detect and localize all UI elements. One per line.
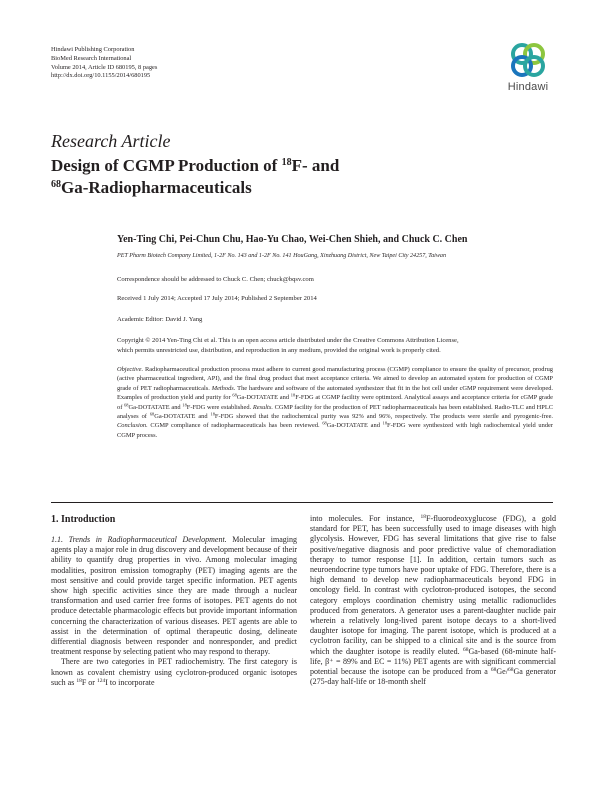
copyright-line: which permits unrestricted use, distribution, and reproduction in any medium, provided the original work is properly cited. <box>117 347 441 354</box>
abstract-label-methods: Methods. <box>211 384 236 392</box>
abstract-label-results: Results. <box>252 403 273 411</box>
abstract-text: F-FDG showed that the radiochemical purity was 92% and 96%, respectively. The products were sterile and pyrogenic-free. <box>214 413 553 421</box>
isotope-sup: 18 <box>382 420 388 426</box>
isotope-sup: 68 <box>232 392 237 398</box>
body-paragraph <box>51 535 297 657</box>
copyright-notice <box>117 336 553 356</box>
paragraph-text: Ga-based (68-minute half-life, β⁺ = 89% and EC = 11%) PET agents are with significant commercial potential because the isotope can be produced from a <box>310 646 557 677</box>
isotope-sup: 68 <box>490 667 497 674</box>
copyright-line: Copyright © 2014 Yen-Ting Chi et al. This is an open access article distributed under the Creative Commons Attribution License, <box>117 337 459 344</box>
hindawi-logo-icon <box>508 40 548 80</box>
article-title <box>51 155 471 199</box>
abstract-text: Ga-DOTATATE and <box>128 403 183 411</box>
abstract-label-objective: Objective. <box>117 366 144 373</box>
volume-info: Volume 2014, Article ID 680195, 8 pages <box>51 63 158 71</box>
paragraph-text: I to incorporate <box>105 677 155 687</box>
abstract-text: The hardware and software of the automated synthesizer that fit in the hot cell under cGMP requirement were developed. Examples of production yield and purity for <box>117 384 553 402</box>
abstract-text: F-FDG were established. <box>186 403 253 411</box>
paragraph-text: Ge/ <box>496 667 508 677</box>
title-superscript: 68 <box>51 179 61 190</box>
abstract-text: F-FDG at CGMP facility were optimized. Analytical assays and acceptance criteria for cGMP grade of <box>117 394 553 411</box>
paragraph-text: into molecules. For instance, <box>310 514 421 523</box>
publication-info <box>51 46 157 81</box>
abstract-text: Ga-DOTATATE and <box>154 413 211 421</box>
isotope-sup: 68 <box>507 667 514 674</box>
isotope-sup: 68 <box>462 646 469 653</box>
section-heading: 1. Introduction <box>51 514 116 525</box>
body-paragraph <box>310 514 556 687</box>
abstract-text: Radiopharmaceutical production process must adhere to current good manufacturing process (CGMP) compliance to ensure the quality of precursor, prodrug (active pharmaceutical ingredient, API), and the final drug product that meet acceptance criteria. We aimed to develop an automated system for production of CGMP grade of PET radiopharmaceuticals. <box>117 366 553 392</box>
academic-editor: Academic Editor: David J. Yang <box>117 316 203 323</box>
abstract-text: Ga-DOTATATE and <box>326 422 383 430</box>
isotope-sup: 68 <box>322 420 327 426</box>
correspondence: Correspondence should be addressed to Chuck C. Chen; chuck@bqsv.com <box>117 276 314 283</box>
body-column-left <box>51 514 297 688</box>
body-paragraph <box>51 657 297 688</box>
publisher-name: Hindawi Publishing Corporation <box>51 46 135 53</box>
body-column-right <box>310 514 556 687</box>
paragraph-text: F or <box>81 677 97 687</box>
isotope-sup: 18 <box>290 392 296 398</box>
paragraph-text: Ga generator (275-day half-life or 18-month shelf <box>310 667 557 687</box>
author-list: Yen-Ting Chi, Pei-Chun Chu, Hao-Yu Chao, Wei-Chen Shieh, and Chuck C. Chen <box>117 234 468 245</box>
subsection-heading: 1.1. Trends in Radiopharmaceutical Development. <box>51 535 227 544</box>
abstract-label-conclusion: Conclusion. <box>117 422 148 430</box>
abstract <box>117 365 553 440</box>
paragraph-text: Molecular imaging agents play a major role in drug discovery and development because of their ability to quantify drug properties in vivo. Among molecular imaging modalities, positron emission tomography (PET) imaging agents are the most sensitive and could provide target specific information. PET agents show high specific activities since they are made through a nuclear transformation and used carrier free forms of isotopes. PET agents do not produce detectable pharmacologic effects but provide important information concerning the characterization of various diseases. PET agents are able to assist in the determination of optimal therapeutic dosing, delineate differential diagnosis between responder and nonresponder, and predict treatment response by selecting patient who may respond to therapy. <box>51 535 298 657</box>
isotope-sup: 18 <box>76 677 82 684</box>
isotope-sup: 18 <box>420 514 427 520</box>
abstract-text: Ga-DOTATATE and <box>236 394 291 402</box>
isotope-sup: 18 <box>182 402 187 408</box>
title-part: Ga-Radiopharmaceuticals <box>61 178 252 197</box>
article-type: Research Article <box>51 131 171 151</box>
abstract-text: CGMP compliance of radiopharmaceuticals has been reviewed. <box>147 422 323 430</box>
abstract-text: F-FDG were synthesized with high radiochemical yield under CGMP process. <box>117 422 553 439</box>
isotope-sup: 68 <box>149 411 155 417</box>
hindawi-logo <box>497 40 559 104</box>
isotope-sup: 18 <box>210 411 215 417</box>
isotope-sup: 68 <box>124 402 129 408</box>
article-dates: Received 1 July 2014; Accepted 17 July 2014; Published 2 September 2014 <box>117 295 317 302</box>
isotope-sup: 124 <box>96 677 106 684</box>
section-divider <box>51 502 553 503</box>
doi-link[interactable]: http://dx.doi.org/10.1155/2014/680195 <box>51 72 151 80</box>
journal-name: BioMed Research International <box>51 54 132 62</box>
title-part: Design of CGMP Production of <box>51 156 282 175</box>
affiliation: PET Pharm Biotech Company Limited, 1-2F No. 143 and 1-2F No. 141 HouGang, Xinzhuang District, New Taipei City 24257, Taiwan <box>117 253 447 259</box>
paragraph-text: F-fluorodeoxyglucose (FDG), a gold standard for PET, has been successfully used to image diseases with high glycolysis. However, FDG has several limitations that give rise to false positive/negative diagnosis and poor predictive value of chemoradiation therapy to tumor response [1]. In addition, certain tumors such as neuroendocrine type tumors have poor uptake of FDG. Therefore, there is a high demand to develop new radiopharmaceuticals beyond FDG in oncology field. In contrast with cyclotron-produced isotopes, the second category employs coordination chemistry using metallic radionuclides produced from generators. A generator uses a parent-daughter nuclide pair wherein a relatively long-lived parent isotope decays to a short-lived daughter isotope for imaging. The parent isotope, which is produced at a cyclotron facility, can be shipped to a clinical site and is the source from which the daughter isotope is readily eluted. <box>310 514 557 656</box>
title-part: F- and <box>291 156 340 175</box>
abstract-text: CGMP facility for the production of PET radiopharmaceuticals has been established. Radio-TLC and HPLC analyses of <box>117 403 553 421</box>
paragraph-text: There are two categories in PET radiochemistry. The first category is known as covalent chemistry using cyclotron-produced organic isotopes such as <box>51 657 297 687</box>
title-superscript: 18 <box>281 157 292 168</box>
logo-text: Hindawi <box>507 81 549 93</box>
